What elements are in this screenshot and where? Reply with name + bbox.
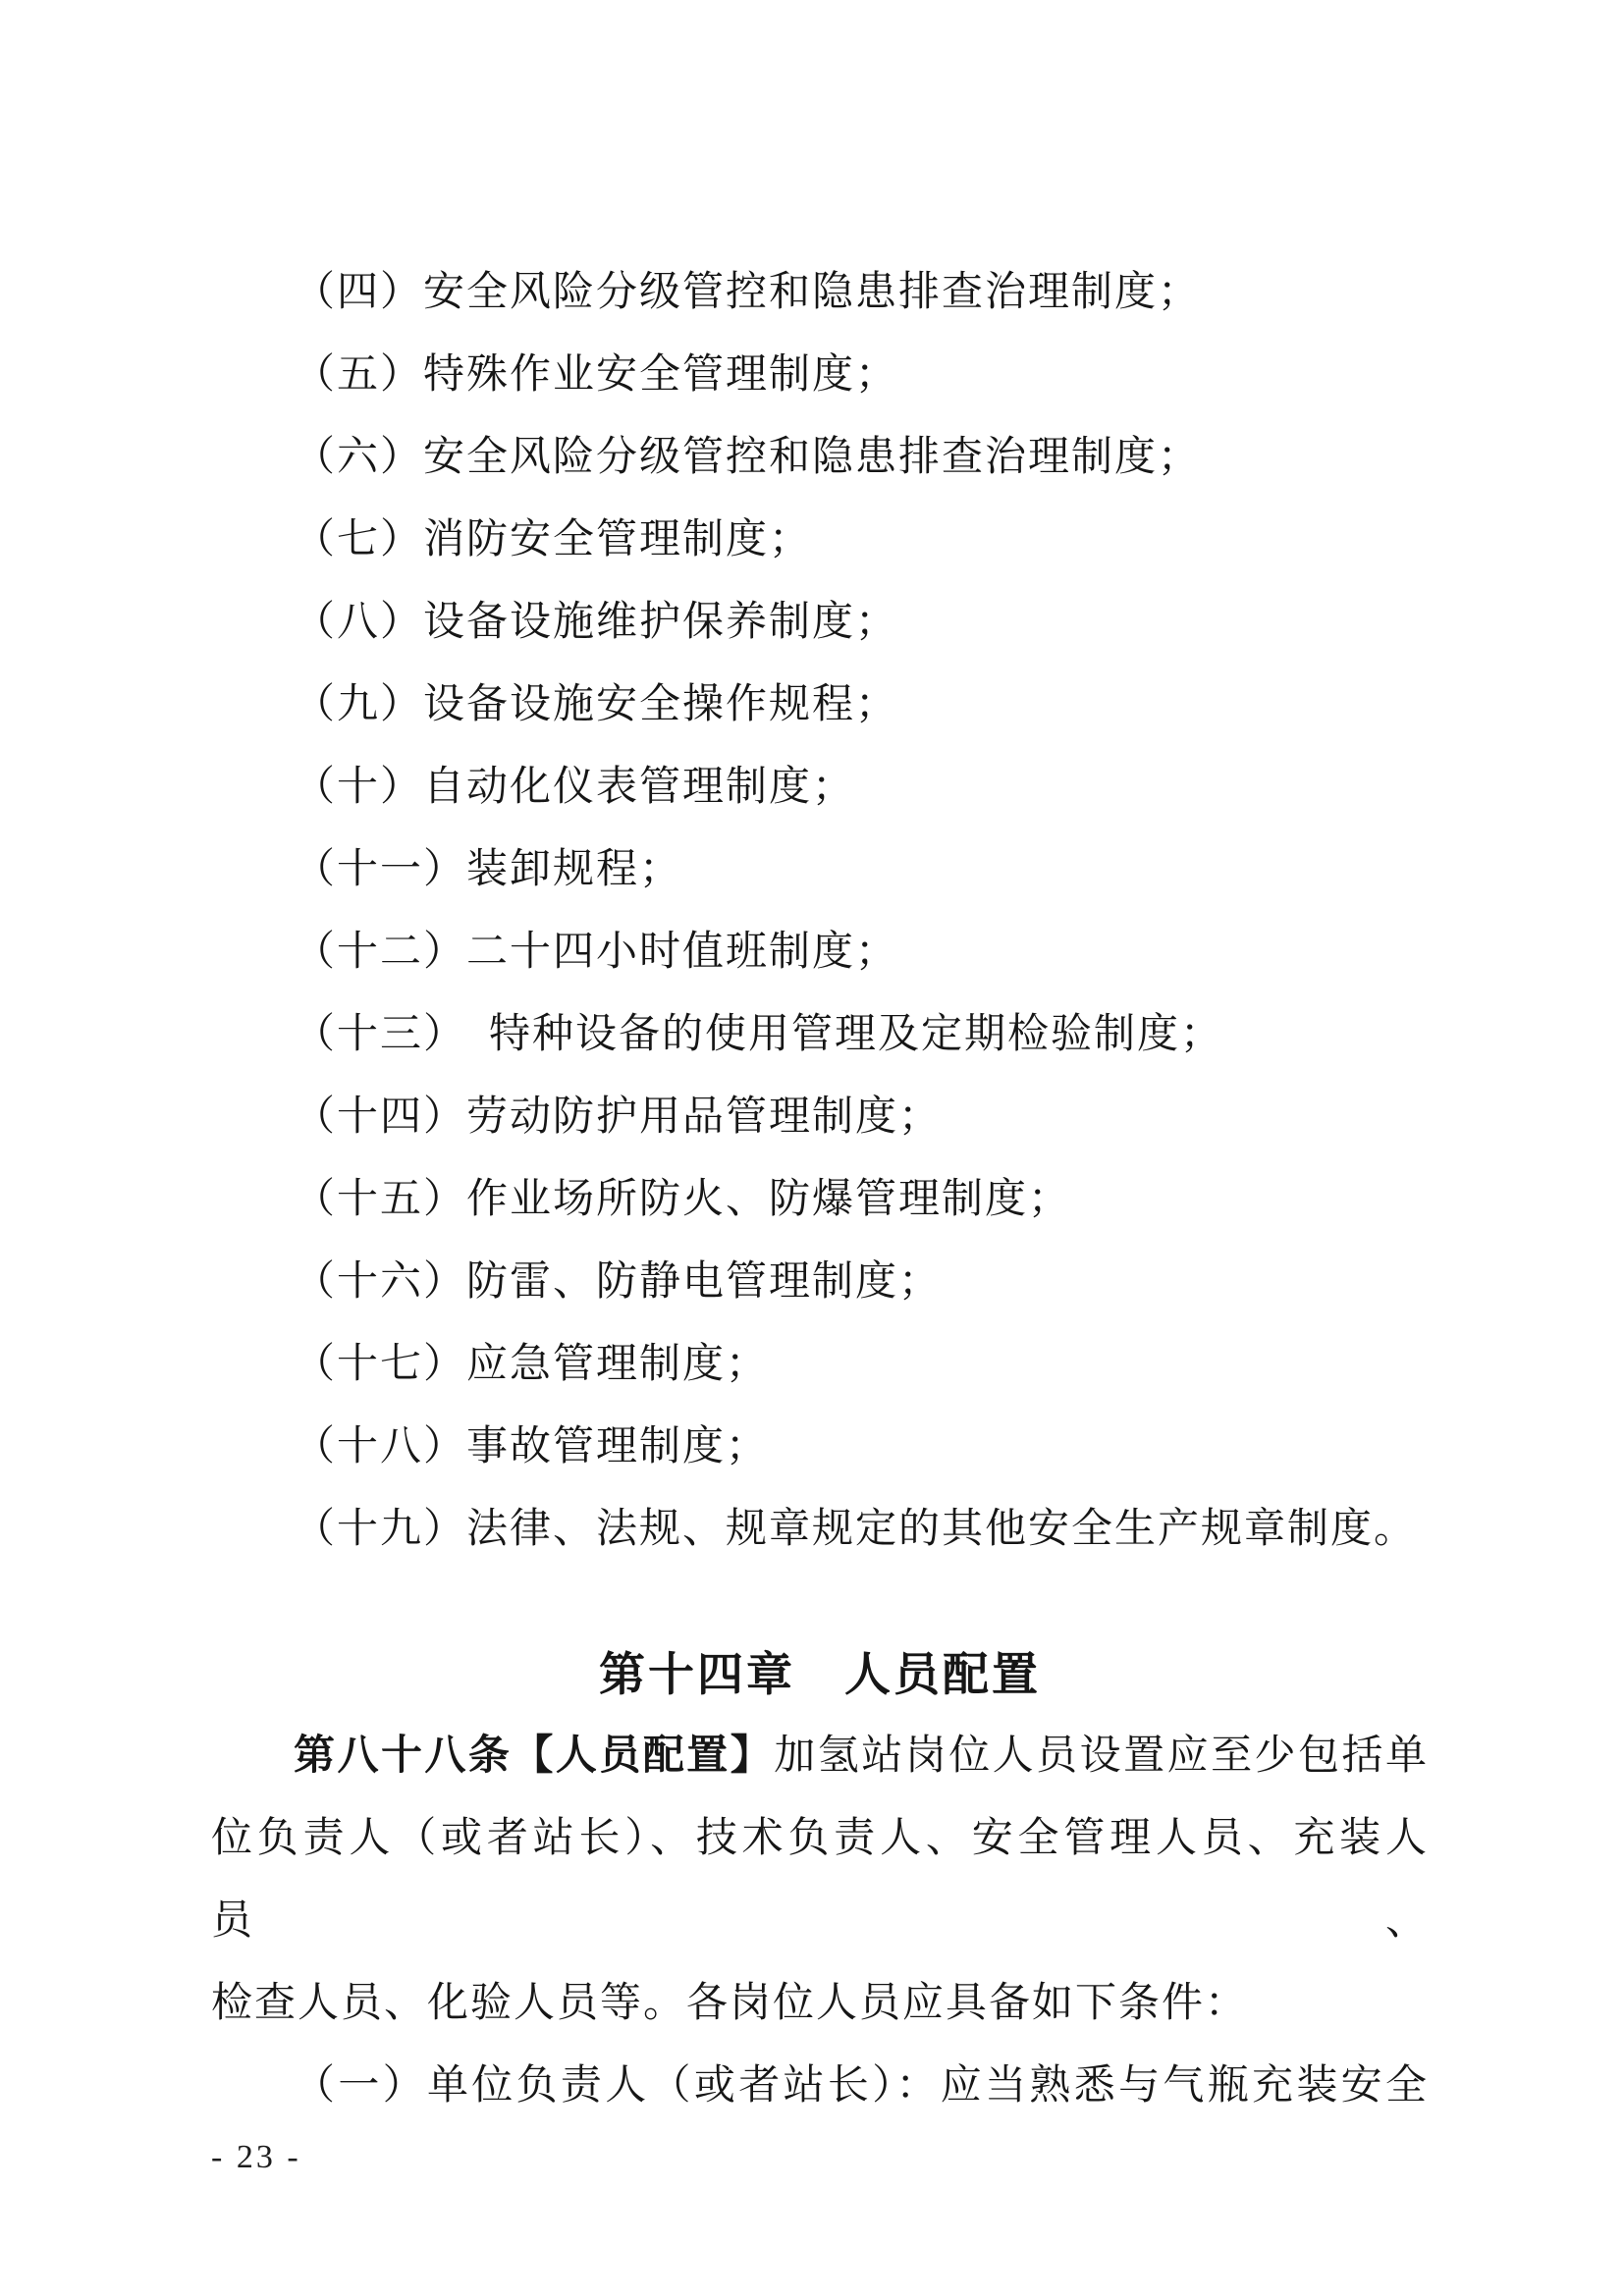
list-item: （十）自动化仪表管理制度； — [294, 765, 856, 810]
list-item: （十四）劳动防护用品管理制度； — [294, 1095, 943, 1140]
list-item: （十八）事故管理制度； — [294, 1424, 770, 1469]
article-line-text: 加氢站岗位人员设置应至少包括单 — [774, 1734, 1429, 1779]
list-item: （十五）作业场所防火、防爆管理制度； — [294, 1177, 1072, 1222]
numbered-list — [211, 251, 1429, 1571]
article-number-bold: 第八十八条【人员配置】 — [294, 1732, 775, 1778]
chapter-heading: 第十四章 人员配置 — [599, 1648, 1041, 1700]
list-item: （十二）二十四小时值班制度； — [294, 930, 899, 975]
article-line: 检查人员、化验人员等。各岗位人员应具备如下条件： — [211, 1981, 1249, 2026]
article-paragraph — [211, 1714, 1429, 2127]
page-number: - 23 - — [211, 2139, 301, 2175]
article-line: （一）单位负责人（或者站长）：应当熟悉与气瓶充装安全 — [294, 2063, 1429, 2109]
list-item: （五）特殊作业安全管理制度； — [294, 352, 899, 398]
list-item: （十九）法律、法规、规章规定的其他安全生产规章制度。 — [294, 1507, 1418, 1552]
list-item: （九）设备设施安全操作规程； — [294, 682, 899, 727]
list-item: （四）安全风险分级管控和隐患排查治理制度； — [294, 270, 1202, 315]
article-line — [211, 1714, 1429, 1797]
list-item: （十七）应急管理制度； — [294, 1342, 770, 1387]
list-item: （八）设备设施维护保养制度； — [294, 600, 899, 645]
list-item: （六）安全风险分级管控和隐患排查治理制度； — [294, 435, 1202, 480]
list-item: （十三） 特种设备的使用管理及定期检验制度； — [294, 1012, 1224, 1057]
list-item: （七）消防安全管理制度； — [294, 517, 813, 562]
text-column — [211, 251, 1429, 2127]
list-item: （十六）防雷、防静电管理制度； — [294, 1259, 943, 1305]
list-item: （十一）装卸规程； — [294, 847, 683, 892]
article-line: 位负责人（或者站长）、技术负责人、安全管理人员、充装人员、 — [211, 1816, 1429, 1944]
